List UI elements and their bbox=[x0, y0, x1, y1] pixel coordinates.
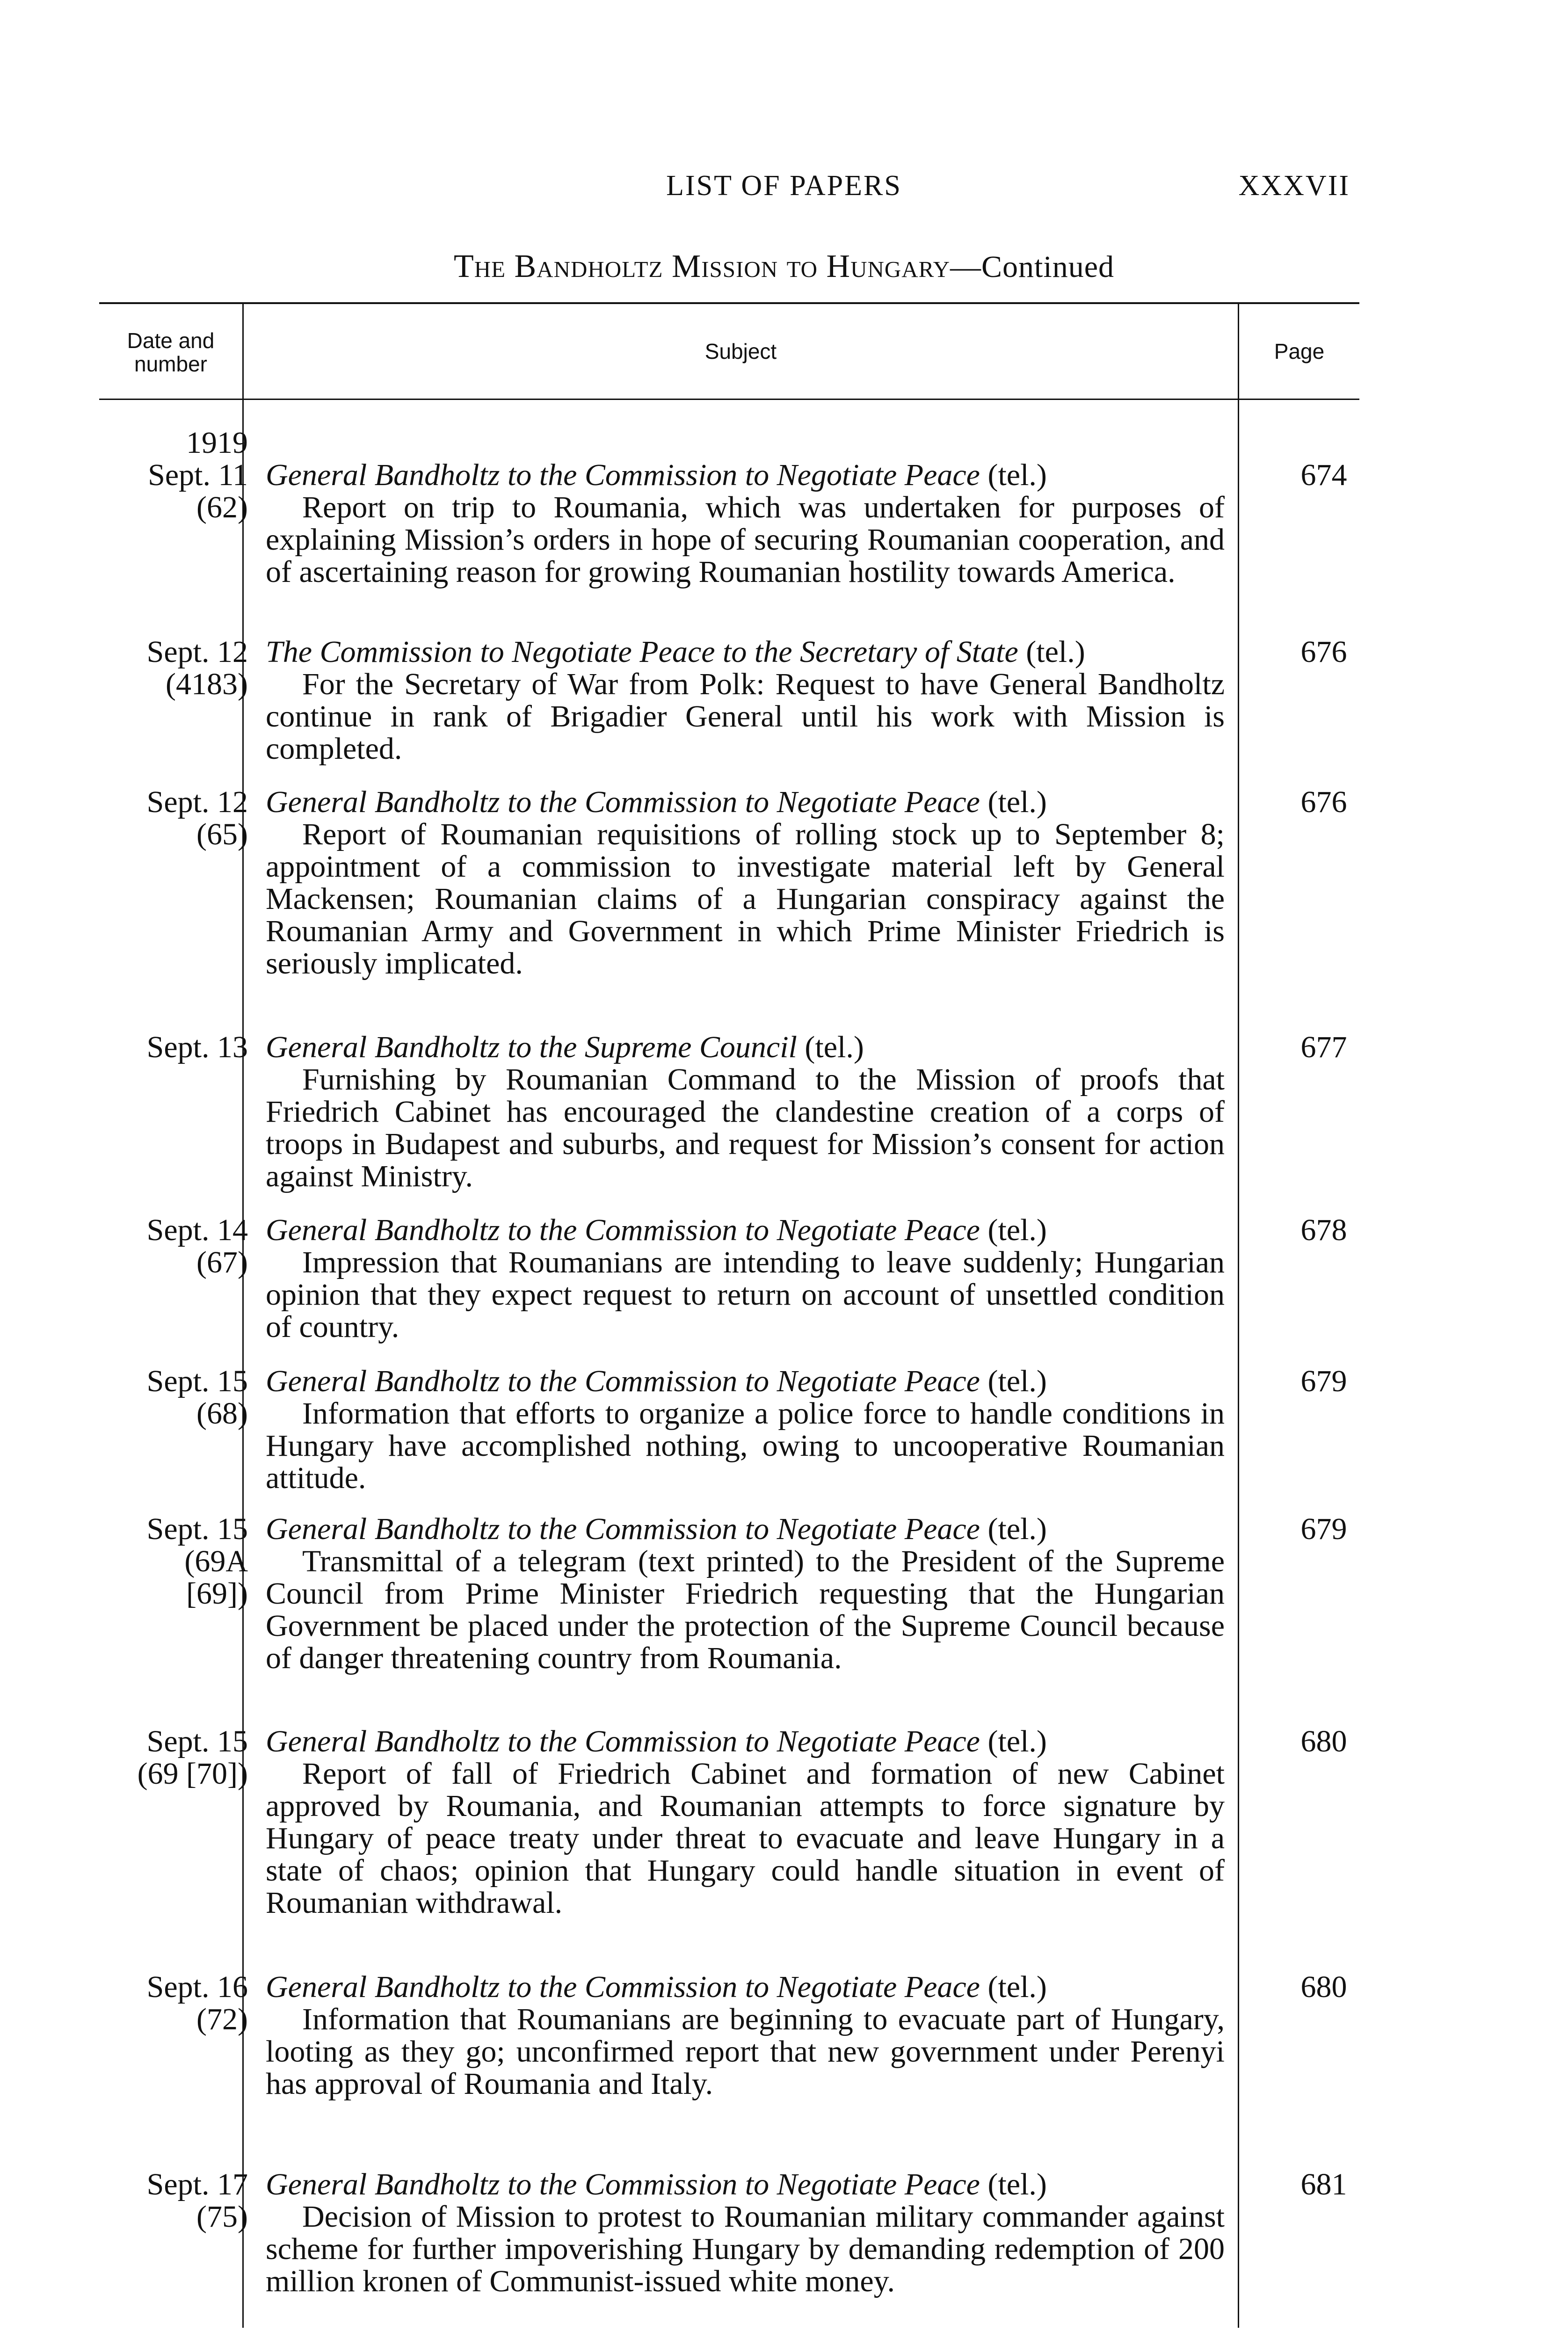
entry-subject bbox=[266, 1365, 1225, 1494]
entry-title bbox=[266, 1513, 1225, 1545]
entry-number: (75) bbox=[196, 2200, 248, 2234]
entry-tel: (tel.) bbox=[987, 1213, 1047, 1247]
entry-description: Report on trip to Roumania, which was undertaken for purposes of explaining Mission’s orders in hope of securing Roumanian cooperation, and of ascertaining reason for growing Roumanian hostility towards America. bbox=[266, 490, 1225, 589]
entry-title bbox=[266, 1971, 1225, 2003]
entry-date-text: Sept. 12 bbox=[146, 635, 248, 669]
entry-date bbox=[89, 1725, 248, 1790]
entry-page: 674 bbox=[1300, 458, 1347, 492]
section-title bbox=[0, 248, 1568, 285]
entry-title bbox=[266, 1365, 1225, 1397]
page-number: XXXVII bbox=[1238, 170, 1350, 202]
entry-year: 1919 bbox=[186, 426, 248, 460]
entry-description: Transmittal of a telegram (text printed) to the President of the Supreme Council from Prime Minister Friedrich requesting that the Hungarian Government be placed under the protection of the Supreme Council because of danger threatening country from Roumania. bbox=[266, 1544, 1225, 1675]
entry-number: (62) bbox=[196, 490, 248, 524]
entry-title-text: General Bandholtz to the Commission to Negotiate Peace bbox=[266, 2167, 980, 2201]
entry-subject bbox=[266, 1031, 1225, 1192]
entry-tel: (tel.) bbox=[987, 1724, 1047, 1758]
entry-title bbox=[266, 786, 1225, 818]
entry-date-text: Sept. 15 bbox=[146, 1364, 248, 1398]
column-header-subject: Subject bbox=[704, 339, 777, 363]
entry-description: Information that Roumanians are beginning to evacuate part of Hungary, looting as they go; unconfirmed report that new government under Perenyi has approval of Roumania and Italy. bbox=[266, 2002, 1225, 2101]
entry-title bbox=[266, 1725, 1225, 1758]
entry-date bbox=[89, 786, 248, 850]
entry-title bbox=[266, 2168, 1225, 2201]
entry-number-line2: [69]) bbox=[186, 1576, 248, 1611]
entry-tel: (tel.) bbox=[987, 1512, 1047, 1546]
entry-tel: (tel.) bbox=[987, 785, 1047, 819]
column-header-page: Page bbox=[1274, 339, 1325, 363]
entry-tel: (tel.) bbox=[987, 1364, 1047, 1398]
entry-page: 677 bbox=[1300, 1030, 1347, 1064]
entry-number: (72) bbox=[196, 2002, 248, 2036]
entry-date-text: Sept. 16 bbox=[146, 1970, 248, 2004]
entry-title-text: General Bandholtz to the Commission to Negotiate Peace bbox=[266, 1364, 980, 1398]
table-header-rule bbox=[99, 399, 1359, 400]
entry-date-text: Sept. 17 bbox=[146, 2167, 248, 2201]
running-header-title: LIST OF PAPERS bbox=[666, 170, 902, 202]
entry-date-text: Sept. 15 bbox=[146, 1724, 248, 1758]
entry-page: 681 bbox=[1300, 2167, 1347, 2201]
entry-date bbox=[89, 1365, 248, 1430]
entry-date bbox=[89, 1971, 248, 2035]
entry-description: Report of fall of Friedrich Cabinet and formation of new Cabinet approved by Roumania, and Roumanian attempts to force signature by Hungary of peace treaty under threat to evacuate and leave Hungary in a state of chaos; opinion that Hungary could handle situation in event of Roumanian withdrawal. bbox=[266, 1757, 1225, 1920]
entry-number: (69A bbox=[184, 1544, 248, 1578]
entry-number: (4183) bbox=[166, 667, 248, 701]
entry-title bbox=[266, 1214, 1225, 1246]
entry-title-text: General Bandholtz to the Commission to Negotiate Peace bbox=[266, 1724, 980, 1758]
entry-date-text: Sept. 15 bbox=[146, 1512, 248, 1546]
entry-date bbox=[89, 1513, 248, 1610]
entry-number: (65) bbox=[196, 817, 248, 851]
column-divider-right bbox=[1238, 302, 1239, 2328]
entry-title-text: General Bandholtz to the Commission to Negotiate Peace bbox=[266, 1512, 980, 1546]
section-name: The Bandholtz Mission to Hungary bbox=[453, 248, 951, 284]
entry-date bbox=[89, 2168, 248, 2233]
entry-date bbox=[89, 636, 248, 700]
entry-number: (68) bbox=[196, 1396, 248, 1431]
entry-page: 679 bbox=[1300, 1512, 1347, 1546]
entry-subject bbox=[266, 1513, 1225, 1674]
entry-date bbox=[89, 427, 248, 523]
entry-tel: (tel.) bbox=[805, 1030, 864, 1064]
entry-page: 680 bbox=[1300, 1970, 1347, 2004]
entry-subject bbox=[266, 1971, 1225, 2100]
entry-date-text: Sept. 11 bbox=[148, 458, 248, 492]
section-suffix: —Continued bbox=[950, 250, 1115, 284]
entry-title-text: General Bandholtz to the Commission to Negotiate Peace bbox=[266, 1213, 980, 1247]
entry-title-text: General Bandholtz to the Commission to Negotiate Peace bbox=[266, 785, 980, 819]
entry-title bbox=[266, 636, 1225, 668]
entry-title bbox=[266, 459, 1225, 491]
entry-page: 679 bbox=[1300, 1364, 1347, 1398]
entry-tel: (tel.) bbox=[987, 458, 1047, 492]
entry-date bbox=[89, 1214, 248, 1278]
entry-description: Report of Roumanian requisitions of rolling stock up to September 8; appointment of a commission to investigate material left by General Mackensen; Roumanian claims of a Hungarian conspiracy against the Roumanian Army and Government in which Prime Minister Friedrich is seriously implicated. bbox=[266, 817, 1225, 981]
entry-title bbox=[266, 1031, 1225, 1063]
entry-page: 676 bbox=[1300, 635, 1347, 669]
entry-date-text: Sept. 14 bbox=[146, 1213, 248, 1247]
entry-tel: (tel.) bbox=[987, 1970, 1047, 2004]
table-top-rule bbox=[99, 302, 1359, 304]
entry-title-text: General Bandholtz to the Commission to Negotiate Peace bbox=[266, 458, 980, 492]
entry-subject bbox=[266, 786, 1225, 980]
entry-page: 676 bbox=[1300, 785, 1347, 819]
entry-number: (67) bbox=[196, 1245, 248, 1279]
entry-subject bbox=[266, 2168, 1225, 2297]
entry-page: 680 bbox=[1300, 1724, 1347, 1758]
entry-subject bbox=[266, 636, 1225, 765]
entry-subject bbox=[266, 459, 1225, 588]
entry-date bbox=[89, 1031, 248, 1063]
entry-description: Impression that Roumanians are intending to leave suddenly; Hungarian opinion that they expect request to return on account of unsettled condition of country. bbox=[266, 1245, 1225, 1344]
entry-subject bbox=[266, 1214, 1225, 1343]
entry-date-text: Sept. 13 bbox=[146, 1030, 248, 1064]
entry-tel: (tel.) bbox=[987, 2167, 1047, 2201]
entry-title-text: General Bandholtz to the Commission to Negotiate Peace bbox=[266, 1970, 980, 2004]
entry-date-text: Sept. 12 bbox=[146, 785, 248, 819]
entry-description: Furnishing by Roumanian Command to the Mission of proofs that Friedrich Cabinet has encouraged the clandestine creation of a corps of troops in Budapest and suburbs, and request for Mission’s consent for action against Ministry. bbox=[266, 1062, 1225, 1193]
entry-subject bbox=[266, 1725, 1225, 1919]
entry-title-text: General Bandholtz to the Supreme Council bbox=[266, 1030, 797, 1064]
column-header-date-line1: Date and bbox=[127, 328, 215, 353]
entry-description: For the Secretary of War from Polk: Request to have General Bandholtz continue in rank of Brigadier General until his work with Mission is completed. bbox=[266, 667, 1225, 766]
entry-tel: (tel.) bbox=[1026, 635, 1085, 669]
column-header-date-line2: number bbox=[134, 352, 207, 376]
entry-page: 678 bbox=[1300, 1213, 1347, 1247]
entry-title-text: The Commission to Negotiate Peace to the Secretary of State bbox=[266, 635, 1018, 669]
entry-description: Information that efforts to organize a police force to handle conditions in Hungary have accomplished nothing, owing to uncooperative Roumanian attitude. bbox=[266, 1396, 1225, 1495]
column-header-date bbox=[99, 329, 242, 376]
entry-description: Decision of Mission to protest to Roumanian military commander against scheme for further impoverishing Hungary by demanding redemption of 200 million kronen of Communist-issued white money. bbox=[266, 2200, 1225, 2298]
entry-number: (69 [70]) bbox=[137, 1757, 248, 1791]
